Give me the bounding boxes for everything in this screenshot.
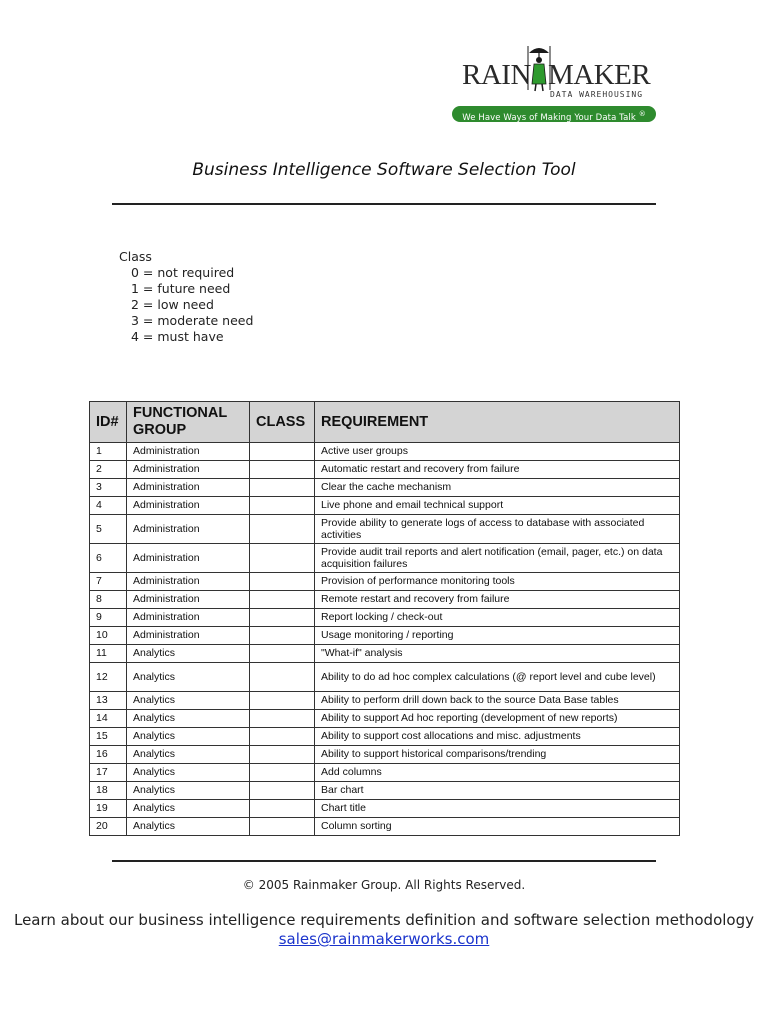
logo-tagline: We Have Ways of Making Your Data Talk — [462, 112, 636, 123]
cell-requirement: Provision of performance monitoring tools — [315, 573, 680, 591]
class-legend — [119, 249, 253, 345]
legend-item-4: 4 = must have — [131, 329, 224, 344]
table-row — [90, 544, 680, 573]
cell-id: 10 — [90, 627, 127, 645]
legend-heading: Class — [119, 249, 152, 264]
cell-id: 12 — [90, 663, 127, 692]
cell-class[interactable] — [250, 443, 315, 461]
cell-requirement: Ability to support cost allocations and misc. adjustments — [315, 728, 680, 746]
cell-requirement: Automatic restart and recovery from failure — [315, 461, 680, 479]
logo-word-maker: MAKER — [548, 59, 651, 91]
table-row — [90, 479, 680, 497]
header-functional-group: FUNCTIONAL GROUP — [127, 402, 250, 443]
cell-requirement: Usage monitoring / reporting — [315, 627, 680, 645]
cell-functional-group: Analytics — [127, 818, 250, 836]
cell-id: 2 — [90, 461, 127, 479]
header-id: ID# — [90, 402, 127, 443]
cell-id: 16 — [90, 746, 127, 764]
cell-requirement: Active user groups — [315, 443, 680, 461]
cell-id: 13 — [90, 692, 127, 710]
table-row — [90, 728, 680, 746]
cell-functional-group: Administration — [127, 497, 250, 515]
cell-id: 5 — [90, 515, 127, 544]
cell-functional-group: Analytics — [127, 782, 250, 800]
cell-class[interactable] — [250, 497, 315, 515]
cell-functional-group: Analytics — [127, 764, 250, 782]
top-divider — [112, 203, 656, 205]
cell-class[interactable] — [250, 800, 315, 818]
cell-functional-group: Analytics — [127, 710, 250, 728]
bottom-divider — [112, 860, 656, 862]
table-row — [90, 461, 680, 479]
cell-requirement: Live phone and email technical support — [315, 497, 680, 515]
cell-id: 6 — [90, 544, 127, 573]
cell-class[interactable] — [250, 728, 315, 746]
cell-requirement: "What-if" analysis — [315, 645, 680, 663]
cell-class[interactable] — [250, 645, 315, 663]
document-title: Business Intelligence Software Selection Tool — [192, 160, 576, 180]
cell-class[interactable] — [250, 544, 315, 573]
sales-email-link[interactable]: sales@rainmakerworks.com — [278, 930, 490, 948]
cell-functional-group: Administration — [127, 591, 250, 609]
legend-item-2: 2 = low need — [131, 297, 214, 312]
table-row — [90, 627, 680, 645]
cell-class[interactable] — [250, 782, 315, 800]
table-row — [90, 515, 680, 544]
cell-class[interactable] — [250, 461, 315, 479]
cell-functional-group: Administration — [127, 627, 250, 645]
table-row — [90, 746, 680, 764]
cell-id: 19 — [90, 800, 127, 818]
table-row — [90, 443, 680, 461]
cell-class[interactable] — [250, 609, 315, 627]
cell-functional-group: Administration — [127, 544, 250, 573]
logo-tagline-badge — [452, 106, 656, 122]
learn-more-sentence: Learn about our business intelligence requirements definition and software selection methodology — [13, 911, 754, 929]
cell-requirement: Remote restart and recovery from failure — [315, 591, 680, 609]
cell-requirement: Ability to support historical comparisons/trending — [315, 746, 680, 764]
legend-item-0: 0 = not required — [131, 265, 235, 280]
cell-class[interactable] — [250, 818, 315, 836]
table-body — [90, 443, 680, 836]
cell-id: 18 — [90, 782, 127, 800]
cell-class[interactable] — [250, 627, 315, 645]
table-row — [90, 818, 680, 836]
table-row — [90, 663, 680, 692]
logo-word-rain: RAIN — [462, 59, 531, 91]
cell-id: 8 — [90, 591, 127, 609]
cell-functional-group: Analytics — [127, 692, 250, 710]
cell-requirement: Ability to do ad hoc complex calculations (@ report level and cube level) — [315, 663, 680, 692]
cell-id: 15 — [90, 728, 127, 746]
header-class: CLASS — [250, 402, 315, 443]
cell-class[interactable] — [250, 692, 315, 710]
cell-class[interactable] — [250, 710, 315, 728]
table-row — [90, 710, 680, 728]
legend-item-3: 3 = moderate need — [131, 313, 254, 328]
cell-functional-group: Analytics — [127, 800, 250, 818]
cell-functional-group: Administration — [127, 515, 250, 544]
cell-functional-group: Administration — [127, 479, 250, 497]
copyright-notice: © 2005 Rainmaker Group. All Rights Reserved. — [242, 878, 526, 892]
cell-id: 14 — [90, 710, 127, 728]
cell-functional-group: Analytics — [127, 746, 250, 764]
cell-id: 1 — [90, 443, 127, 461]
cell-requirement: Provide ability to generate logs of access to database with associated activities — [315, 515, 680, 544]
table-row — [90, 692, 680, 710]
logo-subtitle: DATA WAREHOUSING — [550, 90, 644, 99]
cell-functional-group: Analytics — [127, 728, 250, 746]
cell-requirement: Ability to support Ad hoc reporting (development of new reports) — [315, 710, 680, 728]
cell-class[interactable] — [250, 515, 315, 544]
table-row — [90, 800, 680, 818]
rainmaker-logo — [452, 44, 662, 124]
table-row — [90, 609, 680, 627]
registered-mark: ® — [638, 110, 646, 118]
cell-functional-group: Administration — [127, 609, 250, 627]
header-requirement: REQUIREMENT — [315, 402, 680, 443]
cell-id: 7 — [90, 573, 127, 591]
cell-requirement: Report locking / check-out — [315, 609, 680, 627]
cell-id: 3 — [90, 479, 127, 497]
table-row — [90, 573, 680, 591]
cell-requirement: Bar chart — [315, 782, 680, 800]
cell-class[interactable] — [250, 764, 315, 782]
cell-class[interactable] — [250, 663, 315, 692]
legend-item-1: 1 = future need — [131, 281, 231, 296]
cell-functional-group: Administration — [127, 461, 250, 479]
cell-functional-group: Administration — [127, 443, 250, 461]
cell-class[interactable] — [250, 591, 315, 609]
learn-more-text — [0, 911, 768, 949]
cell-functional-group: Administration — [127, 573, 250, 591]
cell-requirement: Column sorting — [315, 818, 680, 836]
table-row — [90, 497, 680, 515]
table-header-row — [90, 402, 680, 443]
cell-id: 20 — [90, 818, 127, 836]
requirements-table — [89, 401, 680, 836]
cell-requirement: Clear the cache mechanism — [315, 479, 680, 497]
cell-id: 4 — [90, 497, 127, 515]
cell-requirement: Provide audit trail reports and alert notification (email, pager, etc.) on data acquisition failures — [315, 544, 680, 573]
cell-class[interactable] — [250, 479, 315, 497]
cell-id: 17 — [90, 764, 127, 782]
cell-id: 11 — [90, 645, 127, 663]
table-row — [90, 782, 680, 800]
cell-functional-group: Analytics — [127, 663, 250, 692]
table-row — [90, 645, 680, 663]
table-row — [90, 591, 680, 609]
cell-requirement: Ability to perform drill down back to the source Data Base tables — [315, 692, 680, 710]
table-row — [90, 764, 680, 782]
cell-requirement: Chart title — [315, 800, 680, 818]
cell-id: 9 — [90, 609, 127, 627]
cell-requirement: Add columns — [315, 764, 680, 782]
cell-class[interactable] — [250, 746, 315, 764]
cell-functional-group: Analytics — [127, 645, 250, 663]
cell-class[interactable] — [250, 573, 315, 591]
